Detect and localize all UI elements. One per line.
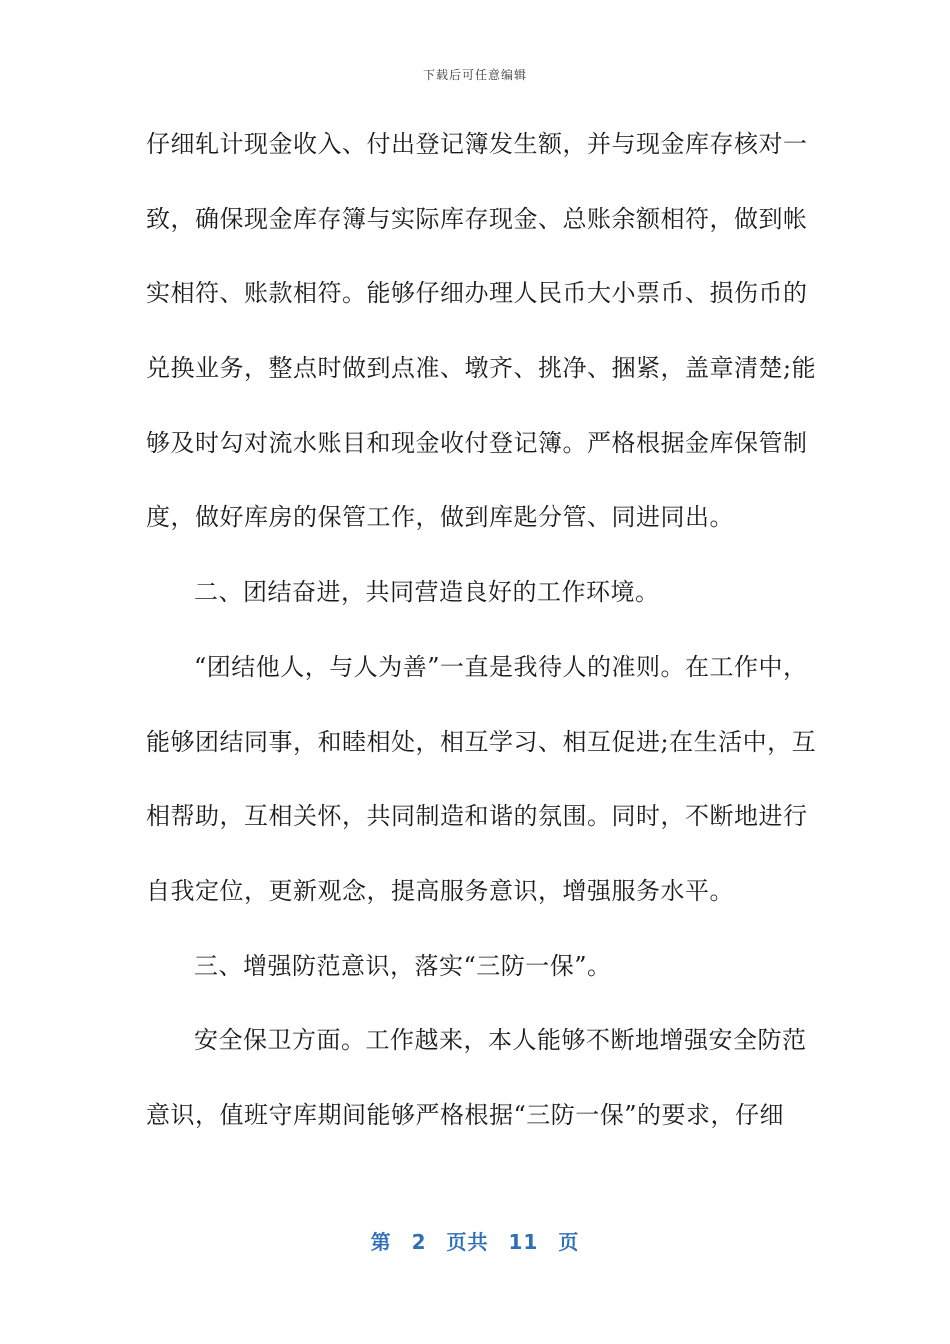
section-heading: 二、团结奋进，共同营造良好的工作环境。 bbox=[194, 578, 660, 607]
text-line: 自我定位，更新观念，提高服务意识，增强服务水平。 bbox=[146, 876, 734, 905]
text-line: 度，做好库房的保管工作，做到库匙分管、同进同出。 bbox=[146, 503, 734, 532]
text-line: 够及时勾对流水账目和现金收付登记簿。严格根据金库保管制 bbox=[146, 428, 808, 457]
document-body bbox=[146, 124, 817, 1170]
page-footer bbox=[0, 1226, 950, 1255]
text-line: 相帮助，互相关怀，共同制造和谐的氛围。同时，不断地进行 bbox=[146, 802, 808, 831]
footer-suffix: 页 bbox=[558, 1230, 580, 1254]
footer-total-pages: 11 bbox=[508, 1230, 539, 1254]
text-line: 意识，值班守库期间能够严格根据“三防一保”的要求，仔细 bbox=[146, 1100, 785, 1129]
text-line: 兑换业务，整点时做到点准、墩齐、挑净、捆紧，盖章清楚;能 bbox=[146, 354, 817, 383]
text-line: 安全保卫方面。工作越来，本人能够不断地增强安全防范 bbox=[194, 1026, 807, 1055]
section-heading: 三、增强防范意识，落实“三防一保”。 bbox=[194, 951, 612, 980]
footer-middle: 页共 bbox=[446, 1230, 489, 1254]
footer-page-number: 2 bbox=[411, 1230, 427, 1254]
text-line: 实相符、账款相符。能够仔细办理人民币大小票币、损伤币的 bbox=[146, 279, 808, 308]
text-line: 致，确保现金库存簿与实际库存现金、总账余额相符，做到帐 bbox=[146, 204, 808, 233]
text-line: 仔细轧计现金收入、付出登记簿发生额，并与现金库存核对一 bbox=[146, 130, 808, 158]
text-line: 能够团结同事，和睦相处，相互学习、相互促进;在生活中，互 bbox=[146, 727, 817, 756]
page-header: 下载后可任意编辑 bbox=[422, 68, 527, 82]
footer-prefix: 第 bbox=[370, 1230, 392, 1254]
text-line: “团结他人，与人为善”一直是我待人的准则。在工作中， bbox=[194, 652, 808, 681]
